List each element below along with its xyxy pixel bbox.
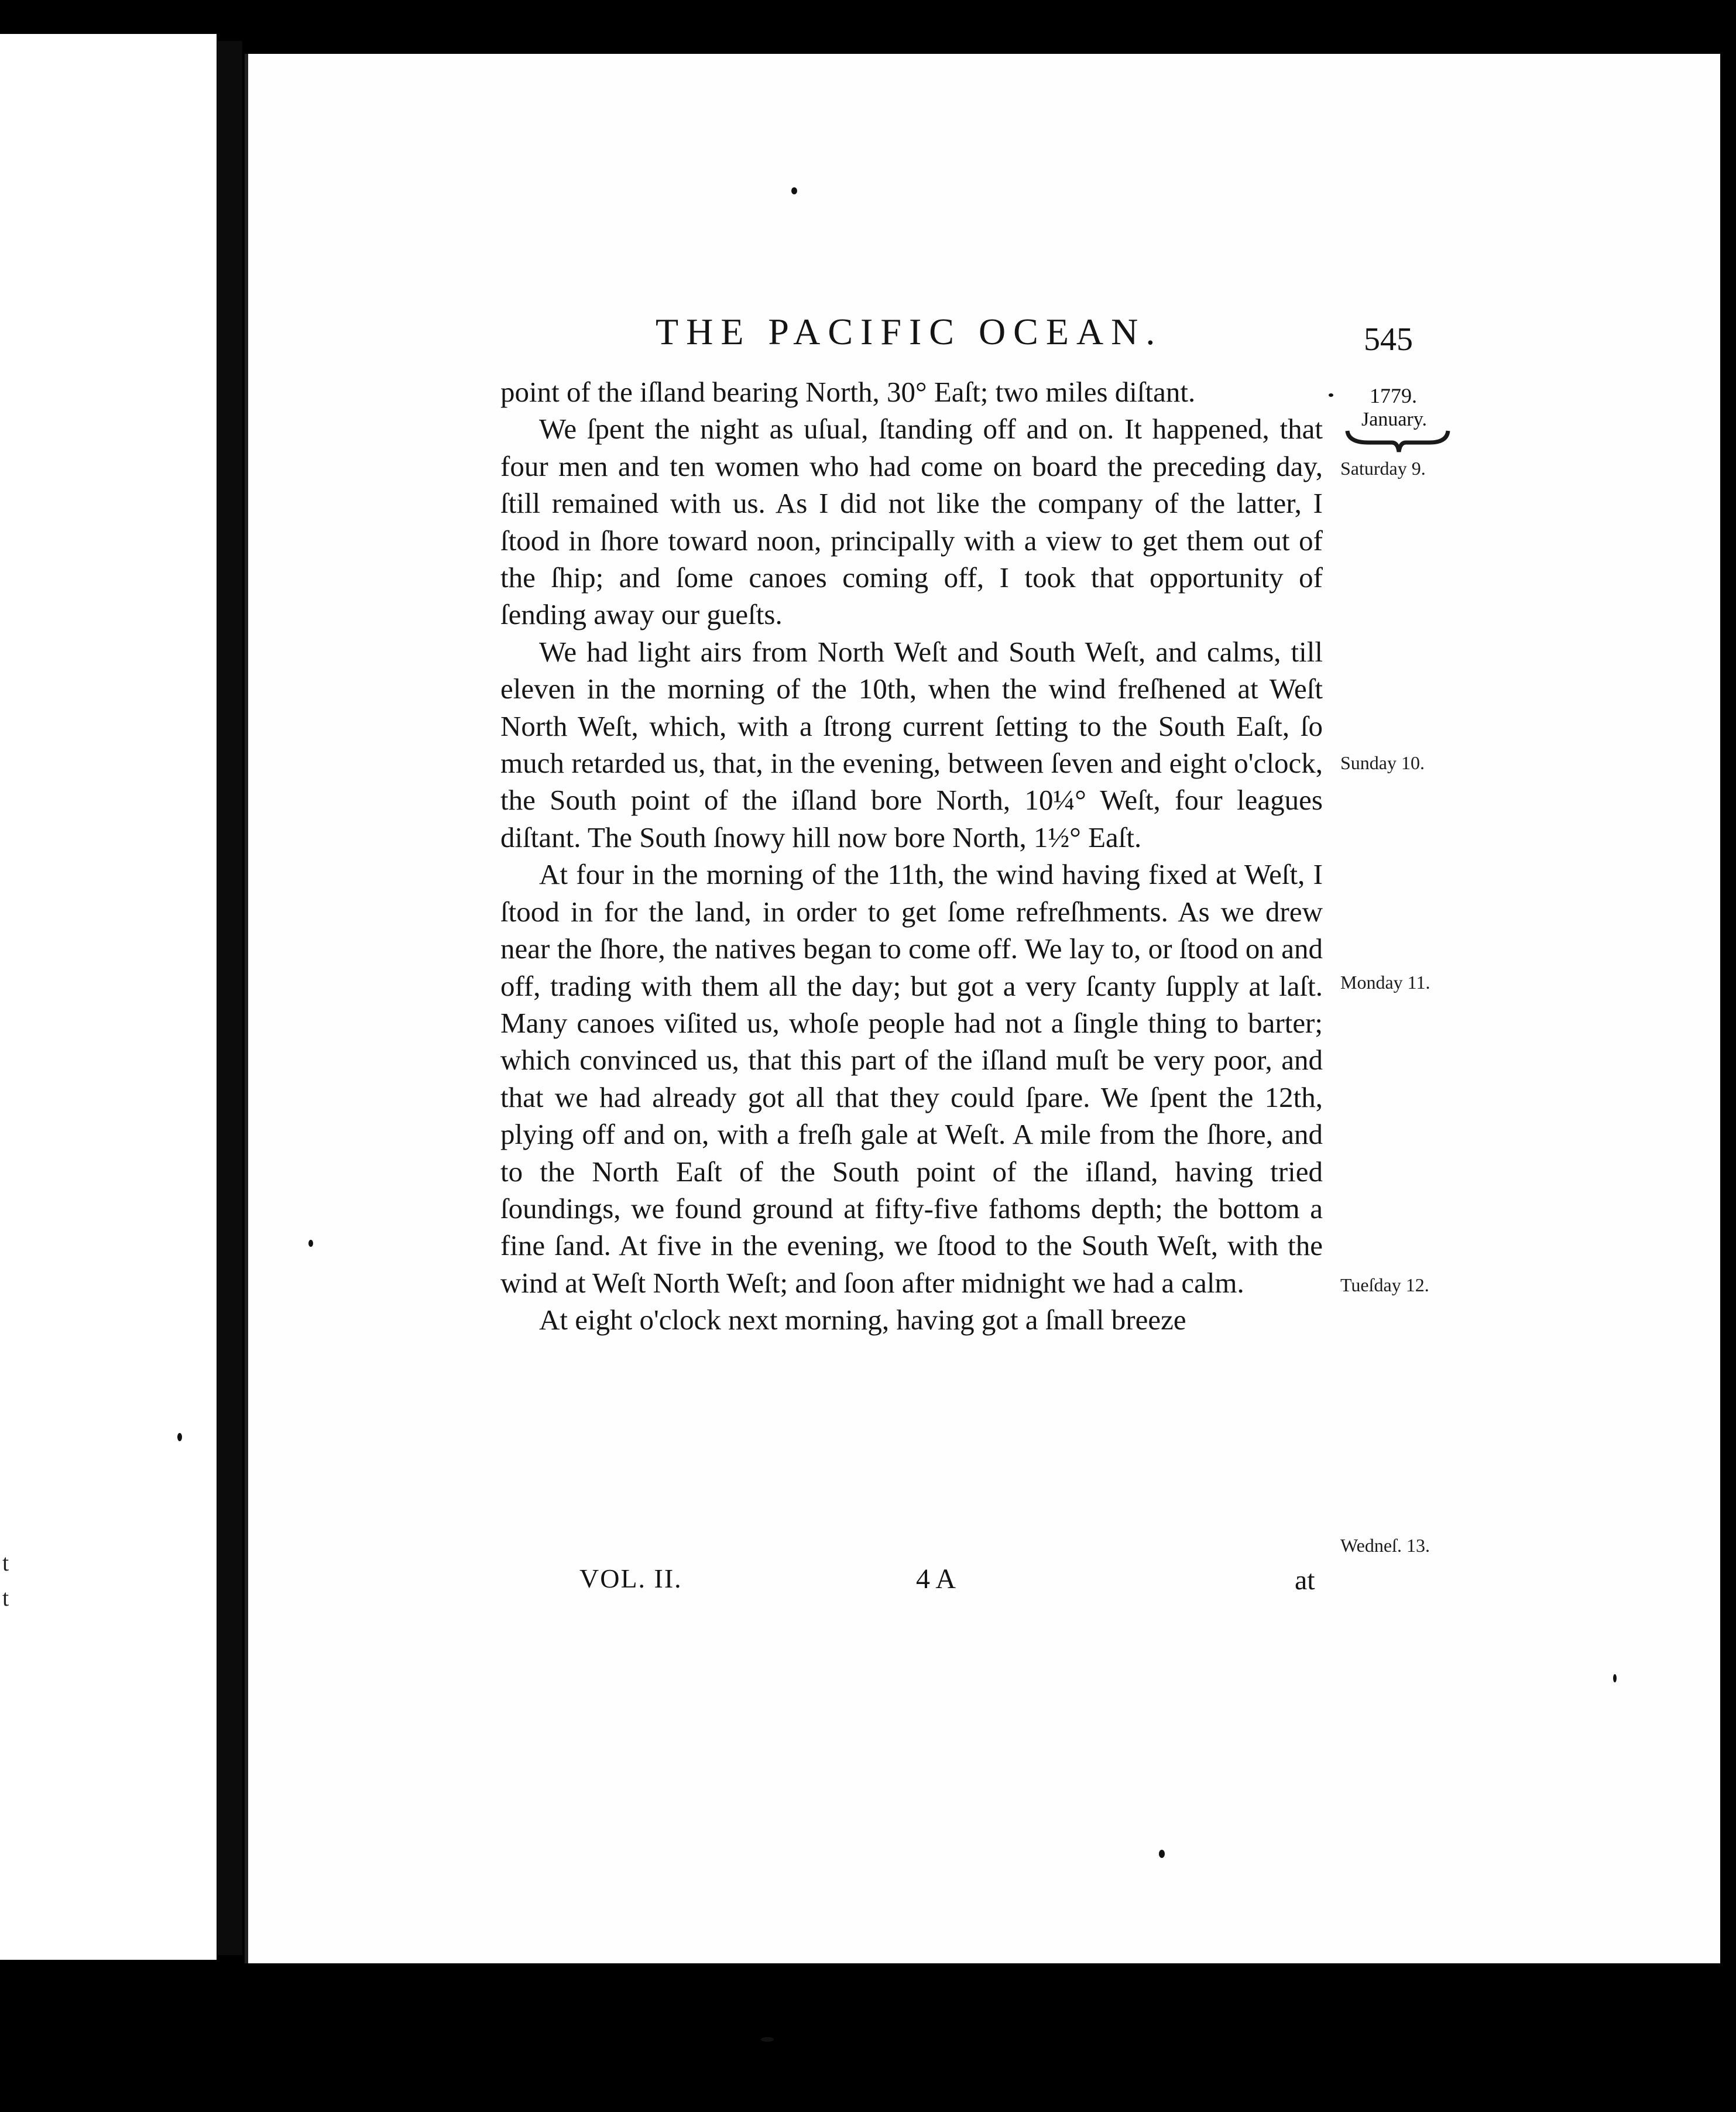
paragraph: At four in the morning of the 11th, the wind having fixed at Weſt, I ſtood in for the land, in order to get ſome refreſhments. As we drew near the ſhore, the natives began to come off. We lay to, or ſtood on and off, trading with them all the day; but got a very ſcanty ſupply at laſt. Many canoes viſited us, whoſe people had not a ſingle thing to barter; which convinced us, that this part of the iſland muſt be very poor, and that we had already got all that they could ſpare. We ſpent the 12th, plying off and on, with a freſh gale at Weſt. A mile from the ſhore, and to the North Eaſt of the South point of the iſland, having tried ſoundings, we found ground at fifty-five fathoms depth; the bottom a fine ſand. At five in the evening, we ſtood to the South Weſt, with the wind at Weſt North Weſt; and ſoon after midnight we had a calm. [500,858,1323,1299]
margin-month: January. [1361,409,1428,430]
facing-page-fragment: t [2,1549,9,1576]
paragraph: At eight o'clock next morning, having got a ſmall breeze [539,1304,1186,1336]
facing-page-fragment: t [2,1585,9,1611]
paragraph: We ſpent the night as uſual, ſtanding off and on. It happened, that four men and ten women who had come on board the preceding day, ſtill remained with us. As I did not like the company of the latter, I ſtood in ſhore toward noon, principally with a view to get them out of the ſhip; and ſome canoes coming off, I took that opportunity of ſending away our gueſts. [500,413,1323,631]
ink-speck [1329,393,1333,397]
paragraph: point of the iſland bearing North, 30° Eaſt; two miles diſtant. [500,376,1196,408]
ink-speck [177,1433,182,1441]
page-number: 545 [1364,321,1413,358]
paragraph: We had light airs from North Weſt and South Weſt, and calms, till eleven in the morning of the 10th, when the wind freſhened at Weſt North Weſt, which, with a ſtrong current ſetting to the South Eaſt, ſo much retarded us, that, in the evening, between ſeven and eight o'clock, the South point of the iſland bore North, 10¼° Weſt, four leagues diſtant. The South ſnowy hill now bore North, 1½° Eaſt. [500,635,1323,853]
ink-speck [791,187,797,194]
margin-date-note: Tueſday 12. [1340,1274,1429,1295]
catchword: at [1295,1565,1315,1596]
ink-speck [1159,1850,1165,1858]
signature-mark: 4 A [916,1564,956,1595]
facing-page-edge [0,34,217,1960]
ink-speck [761,2037,774,2042]
margin-date-note: Monday 11. [1340,972,1430,993]
ink-speck [1613,1674,1617,1682]
brace-mark [1345,427,1450,457]
body-text [500,373,1323,1339]
margin-date-note: Wedneſ. 13. [1340,1535,1430,1556]
volume-number: VOL. II. [579,1564,682,1593]
book-gutter [218,41,242,1955]
margin-date-note: Sunday 10. [1340,752,1425,773]
running-head: THE PACIFIC OCEAN. [656,311,1163,352]
margin-year: 1779. [1370,384,1417,407]
ink-speck [308,1240,313,1247]
margin-date-note: Saturday 9. [1340,458,1426,479]
